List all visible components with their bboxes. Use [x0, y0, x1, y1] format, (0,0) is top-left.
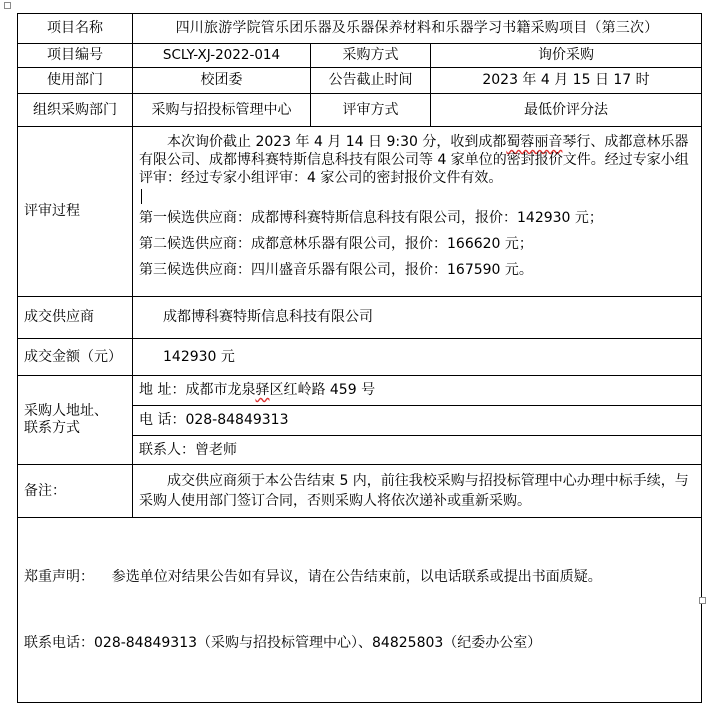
amount-label: 成交金额（元）: [18, 339, 133, 376]
footer-statement: 郑重声明： 参选单位对结果公告如有异议，请在公告结束前，以电话联系或提出书面质疑。: [24, 569, 602, 585]
buyer-label: [18, 376, 133, 465]
procurement-result-table: [17, 13, 702, 703]
table-row: [18, 339, 702, 376]
buyer-address: 地 址：成都市龙泉驿区红岭路 459 号: [133, 376, 701, 406]
review-process-cell: [133, 127, 702, 297]
footer-cell: [18, 518, 702, 703]
review-paragraph: 本次询价截止 2023 年 4 月 14 日 9:30 分，收到成都蜀蓉丽音琴行、成都意林乐器有限公司、成都博科赛特斯信息科技有限公司等 4 家单位的密封报价文件。经过专家小组评审：经过专家小组评审：4 家公司的密封报价文件有效。: [139, 134, 689, 186]
table-row: [18, 127, 702, 297]
project-name-label: 项目名称: [18, 14, 133, 44]
table-row: [18, 518, 702, 703]
organizing-dept-label: 组织采购部门: [18, 94, 133, 127]
using-dept-value: 校团委: [133, 68, 311, 94]
review-method-label: 评审方式: [311, 94, 431, 127]
project-number-label: 项目编号: [18, 44, 133, 68]
review-method-value: 最低价评分法: [431, 94, 702, 127]
supplier-value: 成都博科赛特斯信息科技有限公司: [133, 297, 702, 339]
table-row: [18, 94, 702, 127]
table-move-handle-icon[interactable]: [4, 2, 11, 9]
table-row: [18, 44, 702, 68]
table-row: [18, 14, 702, 44]
procurement-method-value: 询价采购: [431, 44, 702, 68]
candidate-1: 第一候选供应商：成都博科赛特斯信息科技有限公司，报价：142930 元；: [139, 210, 603, 226]
organizing-dept-value: 采购与招投标管理中心: [133, 94, 311, 127]
table-row: [18, 68, 702, 94]
table-resize-handle-icon[interactable]: [699, 597, 706, 604]
text-cursor: [141, 189, 142, 204]
procurement-method-label: 采购方式: [311, 44, 431, 68]
amount-value: 142930 元: [133, 339, 702, 376]
buyer-phone: 电 话：028-84849313: [133, 406, 701, 436]
buyer-label-line1: 采购人地址、: [24, 403, 108, 420]
table-row: [18, 465, 702, 518]
deadline-value: 2023 年 4 月 15 日 17 时: [431, 68, 702, 94]
notes-label: 备注：: [18, 465, 133, 518]
review-process-label: 评审过程: [18, 127, 133, 297]
buyer-label-line2: 联系方式: [24, 420, 80, 436]
project-number-value: SCLY-XJ-2022-014: [133, 44, 311, 68]
project-name-value: 四川旅游学院管乐团乐器及乐器保养材料和乐器学习书籍采购项目（第三次）: [133, 14, 702, 44]
candidate-2: 第二候选供应商：成都意林乐器有限公司，报价：166620 元；: [139, 236, 533, 252]
buyer-contact-cell: [133, 376, 702, 465]
buyer-contact-person: 联系人：曾老师: [139, 442, 237, 458]
using-dept-label: 使用部门: [18, 68, 133, 94]
text-cursor-line: [139, 187, 695, 205]
notes-value: 成交供应商须于本公告结束 5 内，前往我校采购与招投标管理中心办理中标手续，与采购人使用部门签订合同，否则采购人将依次递补或重新采购。: [133, 465, 702, 518]
table-row: [18, 376, 702, 465]
table-row: [18, 297, 702, 339]
footer-phone: 联系电话：028-84849313（采购与招投标管理中心）、84825803（纪委办公室）: [24, 635, 542, 651]
supplier-label: 成交供应商: [18, 297, 133, 339]
deadline-label: 公告截止时间: [311, 68, 431, 94]
candidate-3: 第三候选供应商：四川盛音乐器有限公司，报价：167590 元。: [139, 262, 533, 278]
